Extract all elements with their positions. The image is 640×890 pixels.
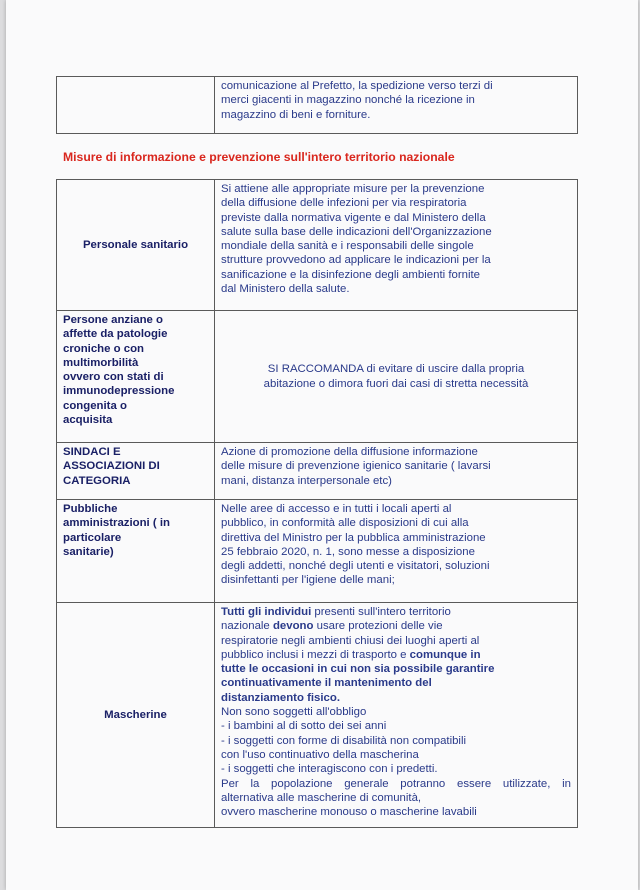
table-row [57,500,578,603]
recommendation-cell: SI RACCOMANDA di evitare di uscire dalla propria abitazione o dimora fuori dai casi di stretta necessità [215,311,578,443]
row-label: Personale sanitario [57,180,215,311]
row-label: Pubbliche amministrazioni ( in particolare sanitarie) [57,500,215,603]
description-cell: Si attiene alle appropriate misure per la prevenzione della diffusione delle infezioni per via respiratoria previste dalla normativa vigente e dal Ministero della salute sulla base delle indicazioni dell'Organizzazione mondiale della sanità e i responsabili delle singole strutture provvedono ad applicare le indicazioni per la sanificazione e la disinfezione degli ambienti fornite dal Ministero della salute. [215,180,578,311]
table-row [57,77,578,134]
table-row [57,603,578,828]
description-cell: comunicazione al Prefetto, la spedizione verso terzi di merci giacenti in magazzino nonché la ricezione in magazzino di beni e forniture. [215,77,578,134]
row-label: SINDACI E ASSOCIAZIONI DI CATEGORIA [57,443,215,500]
top-table-fragment [56,76,578,134]
empty-label-cell [57,77,215,134]
table-row [57,180,578,311]
table-row [57,311,578,443]
table-row [57,443,578,500]
row-label: Persone anziane o affette da patologie croniche o con multimorbilità ovvero con stati di immunodepressione congenita o acquisita [57,311,215,443]
row-label: Mascherine [57,603,215,828]
section-heading: Misure di informazione e prevenzione sull'intero territorio nazionale [63,150,455,164]
description-cell: Nelle aree di accesso e in tutti i locali aperti al pubblico, in conformità alle disposizioni di cui alla direttiva del Ministro per la pubblica amministrazione 25 febbraio 2020, n. 1, sono messe a disposizione degli addetti, nonché degli utenti e visitatori, soluzioni disinfettanti per l'igiene delle mani; [215,500,578,603]
description-cell: Tutti gli individui presenti sull'intero territorio nazionale devono usare protezioni delle vie respiratorie negli ambienti chiusi dei luoghi aperti al pubblico inclusi i mezzi di trasporto e comunque in tutte le occasioni in cui non sia possibile garantire continuativamente il mantenimento del distanziamento fisico. Non sono soggetti all'obbligo - i bambini al di sotto dei sei anni - i soggetti con forme di disabilità non compatibili con l'uso continuativo della mascherina - i soggetti che interagiscono con i predetti. Per la popolazione generale potranno essere utilizzate, in alternativa alle mascherine di comunità, ovvero mascherine monouso o mascherine lavabili [215,603,578,828]
description-cell: Azione di promozione della diffusione informazione delle misure di prevenzione igienico sanitarie ( lavarsi mani, distanza interpersonale etc) [215,443,578,500]
measures-table [56,179,578,828]
